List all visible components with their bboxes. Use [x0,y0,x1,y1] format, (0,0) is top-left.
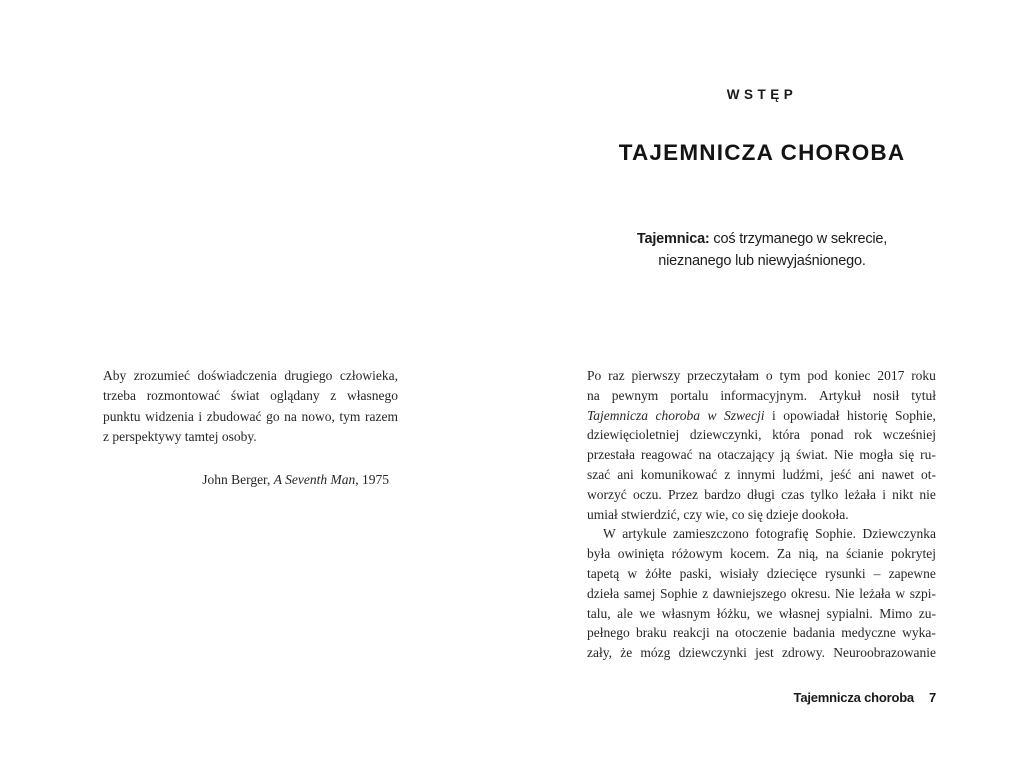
text-segment: się [899,447,915,463]
text-line [587,564,936,584]
text-segment: w [627,565,638,581]
definition-epigraph [587,228,937,272]
text-segment: Dziewczynka [862,526,936,542]
text-segment: na [698,447,712,463]
text-segment: punktu [103,408,141,424]
text-segment: różowym [671,546,723,562]
text-segment: razem [365,408,398,424]
text-segment: A Seventh Man [273,472,356,487]
text-segment: Nie [833,447,854,463]
text-segment: która [772,427,800,443]
text-segment: go [266,408,280,424]
text-segment: Neuroobrazowanie [833,645,936,661]
text-segment: ani [617,466,634,482]
text-segment: oczu. [632,486,662,502]
text-segment: umiał stwierdzić, czy wie, co się dzieje dookoła. [587,506,849,522]
text-segment: – [873,565,881,581]
text-segment: własnym [661,605,711,621]
text-segment: zbudować [206,408,262,424]
text-segment: ludźmi, [782,466,824,482]
text-segment: mogła [859,447,894,463]
text-line [587,406,936,426]
text-segment: tytuł [911,387,936,403]
text-segment: z [724,466,731,482]
text-segment: własnego [346,388,398,404]
text-segment: rok [854,427,873,443]
text-segment: pierwszy [631,368,681,383]
text-segment: Tajemnica: [636,231,710,247]
body-text [587,366,936,663]
text-line [103,427,398,447]
text-segment: o [765,368,773,383]
text-segment: Sophie. [815,526,856,542]
text-segment: ścianie [846,546,884,562]
text-segment: jest [755,645,774,661]
text-segment: dawniejszego [712,585,787,601]
text-segment: jeść [830,466,852,482]
epigraph-quote [103,366,398,447]
text-line [587,623,936,643]
text-line [587,228,937,250]
text-segment: talu, [587,605,611,621]
text-segment: medyczne [841,625,896,641]
text-segment: czas [781,486,805,502]
text-segment: zały, [587,645,612,661]
text-segment: nieznanego lub niewyjaśnionego. [658,253,866,269]
text-segment: w [895,585,906,601]
text-segment: opowiadał [783,407,840,423]
text-segment: rysunki [825,565,866,581]
text-segment: Szwecji [724,407,765,423]
text-segment: mózg [640,645,671,661]
text-segment: Za [776,546,792,562]
text-segment: własnej [778,605,821,621]
running-title: Tajemnicza choroba [793,690,914,705]
text-segment: worzyć [587,486,627,502]
text-segment: dziewczynki, [689,427,762,443]
text-segment: rozmontować [146,388,221,404]
text-segment: informacyjnym. [720,387,808,403]
text-segment: na [587,387,600,403]
text-segment: , 1975 [355,472,389,487]
text-segment: Nie [835,585,855,601]
text-segment: szać [587,466,611,482]
chapter-kicker: WSTĘP [726,87,798,102]
text-segment: zdrowy. [782,645,826,661]
text-segment: wisiały [719,565,759,581]
text-segment: przestała [587,447,635,463]
text-segment: otoczenie [734,625,787,641]
text-segment: ponad [810,427,844,443]
text-segment: Aby [103,368,127,383]
text-segment: dziecięce [766,565,818,581]
text-line [587,604,936,624]
text-segment: portalu [670,387,709,403]
text-segment: kocem. [730,546,770,562]
text-segment: we [756,605,773,621]
text-segment: dziewięcioletniej [587,427,680,443]
text-line [587,386,936,406]
text-segment: ale [617,605,633,621]
text-segment: Tajemnicza [587,407,649,423]
text-segment: była [587,546,611,562]
text-segment: nowo, [301,408,335,424]
text-segment: samej [623,585,656,601]
text-segment: ją [780,447,791,463]
text-segment: Sophie, [895,407,936,423]
text-segment: na [715,625,729,641]
text-segment: owinięta [617,546,665,562]
text-line [587,485,936,505]
text-segment: reagować [640,447,693,463]
text-segment: w [707,407,717,423]
text-segment: że [620,645,633,661]
text-segment: doświadczenia [197,368,277,383]
text-segment: wcześniej [882,427,936,443]
text-segment: koniec [834,368,871,383]
text-segment: człowieka, [339,368,398,383]
text-segment: John Berger, [202,472,274,487]
text-line [103,386,398,406]
text-segment: pokrytej [890,546,936,562]
text-segment: Sophie [660,585,698,601]
text-line [587,643,936,663]
text-segment: braku [636,625,667,641]
text-segment: tym [779,368,801,383]
text-segment: Mimo [879,605,913,621]
text-segment: nosił [872,387,900,403]
epigraph-attribution [103,470,389,490]
text-segment: badania [792,625,835,641]
text-segment: artykule [622,526,667,542]
text-segment: przeczytałam [687,368,760,383]
chapter-title: TAJEMNICZA CHOROBA [618,140,906,165]
text-segment: coś trzymanego w sekrecie, [709,231,888,247]
text-line [103,366,398,386]
text-segment: drugiego [284,368,333,383]
text-segment: długi [747,486,775,502]
text-segment: raz [608,368,625,383]
text-segment: okresu. [791,585,831,601]
text-segment: tapetą [587,565,620,581]
text-segment: i [198,408,203,424]
text-segment: fotografię [755,526,809,542]
text-segment: świat [230,388,260,404]
text-segment: otaczający [717,447,775,463]
text-segment: nawet [881,466,914,482]
text-line [587,445,936,465]
text-segment: roku [911,368,936,383]
text-segment: pod [807,368,828,383]
text-segment: żółte [645,565,672,581]
text-segment: łóżku, [716,605,751,621]
text-segment: świat. [796,447,828,463]
text-segment: szpi- [909,585,936,601]
text-segment: wyka- [902,625,936,641]
text-segment: nie [919,486,936,502]
text-line [587,366,936,386]
text-segment: bardzo [704,486,741,502]
text-segment: zrozumieć [133,368,190,383]
text-segment: choroba [655,407,701,423]
text-segment: na [825,546,839,562]
text-segment: Artykuł [818,387,861,403]
text-segment: reakcji [673,625,710,641]
text-segment: tylko [810,486,839,502]
text-segment: historię [847,407,888,423]
running-footer [587,690,936,705]
text-segment: zapewne [888,565,936,581]
text-line [587,524,936,544]
text-line [103,407,398,427]
text-segment: ani [858,466,875,482]
text-segment: pełnego [587,625,630,641]
text-segment: 2017 [877,368,905,383]
text-line [587,425,936,445]
text-segment: leżała [844,486,876,502]
text-segment: zamieszczono [673,526,749,542]
text-segment: leżała [859,585,891,601]
text-segment: tym [339,408,361,424]
text-segment: dzieła [587,585,620,601]
text-segment: Przez [668,486,698,502]
text-line [587,250,937,272]
text-segment: pewnym [611,387,659,403]
text-line [587,465,936,485]
text-segment: ot- [920,466,936,482]
text-segment: trzeba [103,388,136,404]
text-segment: Po [587,368,602,383]
text-segment: innymi [737,466,776,482]
text-segment: z [702,585,709,601]
text-segment: sypialni. [826,605,873,621]
text-segment: widzenia [145,408,194,424]
text-segment: ru- [920,447,936,463]
text-segment: i [882,486,886,502]
text-segment: dziewczynki [678,645,747,661]
text-segment: paski, [679,565,712,581]
text-segment: oglądany [270,388,320,404]
text-line [587,505,936,525]
text-segment: komunikować [640,466,718,482]
text-segment: z [330,388,337,404]
text-segment: z perspektywy tamtej osoby. [103,428,257,444]
page-number: 7 [928,690,936,705]
text-segment: W [603,526,616,542]
text-segment: we [639,605,656,621]
text-segment: na [284,408,297,424]
text-line [587,584,936,604]
text-segment: zu- [918,605,936,621]
text-segment: i [772,407,776,423]
text-segment: nią, [798,546,819,562]
text-line [587,544,936,564]
text-segment: nikt [892,486,914,502]
